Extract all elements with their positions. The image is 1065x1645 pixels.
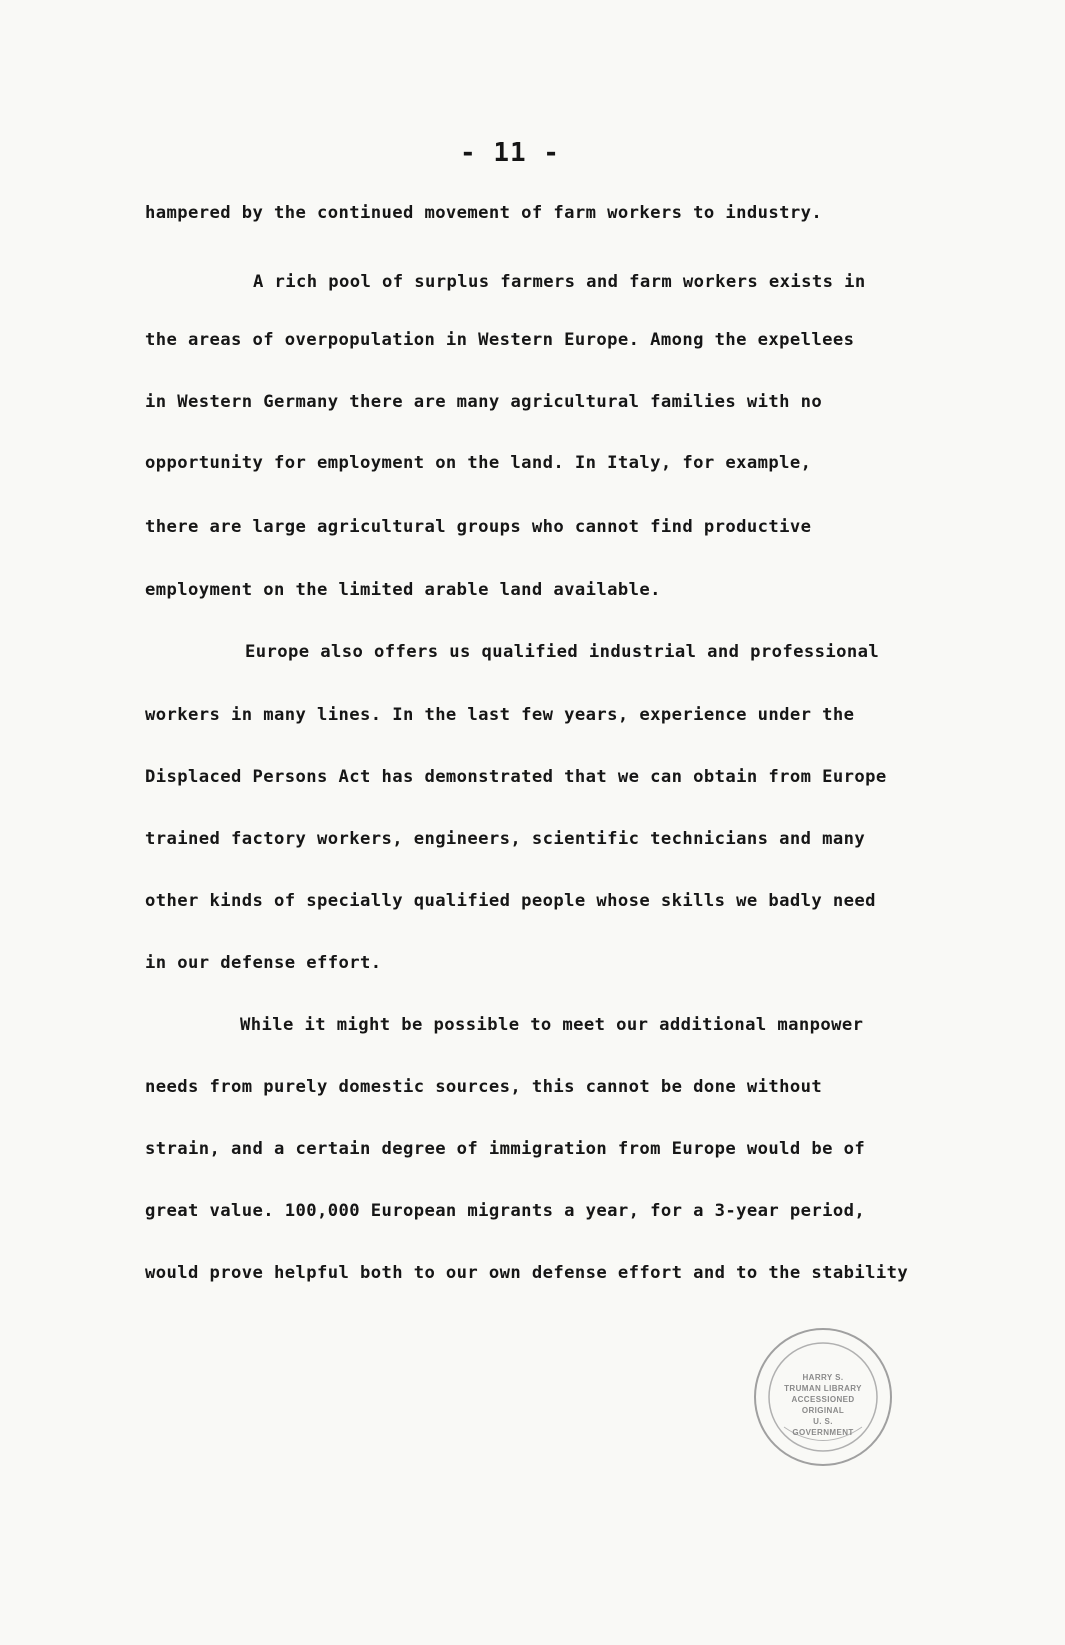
text-line-8: Europe also offers us qualified industrial and professional xyxy=(245,642,880,662)
text-line-17: great value. 100,000 European migrants a year, for a 3-year period, xyxy=(145,1201,866,1221)
text-line-10: Displaced Persons Act has demonstrated that we can obtain from Europe xyxy=(145,767,887,787)
stamp-inner-text xyxy=(783,1372,863,1438)
text-line-18: would prove helpful both to our own defense effort and to the stability xyxy=(145,1263,909,1283)
text-line-3: the areas of overpopulation in Western Europe. Among the expellees xyxy=(145,330,855,350)
text-line-6: there are large agricultural groups who cannot find productive xyxy=(145,517,812,537)
stamp-outer-text: HARRY S. TRUMAN LIBRARY xyxy=(784,1373,862,1393)
text-line-16: strain, and a certain degree of immigration from Europe would be of xyxy=(145,1139,866,1159)
stamp-bottom-text: U. S. GOVERNMENT xyxy=(792,1417,854,1437)
text-line-11: trained factory workers, engineers, scientific technicians and many xyxy=(145,829,866,849)
stamp-inner-line-1: ACCESSIONED xyxy=(791,1395,855,1404)
text-line-2: A rich pool of surplus farmers and farm workers exists in xyxy=(253,272,866,292)
text-line-13: in our defense effort. xyxy=(145,953,382,973)
stamp-inner-line-2: ORIGINAL xyxy=(801,1406,845,1415)
page-number: - 11 - xyxy=(460,138,560,168)
text-line-14: While it might be possible to meet our additional manpower xyxy=(240,1015,864,1035)
text-line-12: other kinds of specially qualified people whose skills we badly need xyxy=(145,891,876,911)
text-line-15: needs from purely domestic sources, this cannot be done without xyxy=(145,1077,823,1097)
text-line-4: in Western Germany there are many agricultural families with no xyxy=(145,392,823,412)
text-line-9: workers in many lines. In the last few years, experience under the xyxy=(145,705,855,725)
archive-stamp xyxy=(748,1322,898,1472)
text-line-1: hampered by the continued movement of farm workers to industry. xyxy=(145,203,823,223)
text-line-5: opportunity for employment on the land. In Italy, for example, xyxy=(145,453,812,473)
text-line-7: employment on the limited arable land available. xyxy=(145,580,661,600)
